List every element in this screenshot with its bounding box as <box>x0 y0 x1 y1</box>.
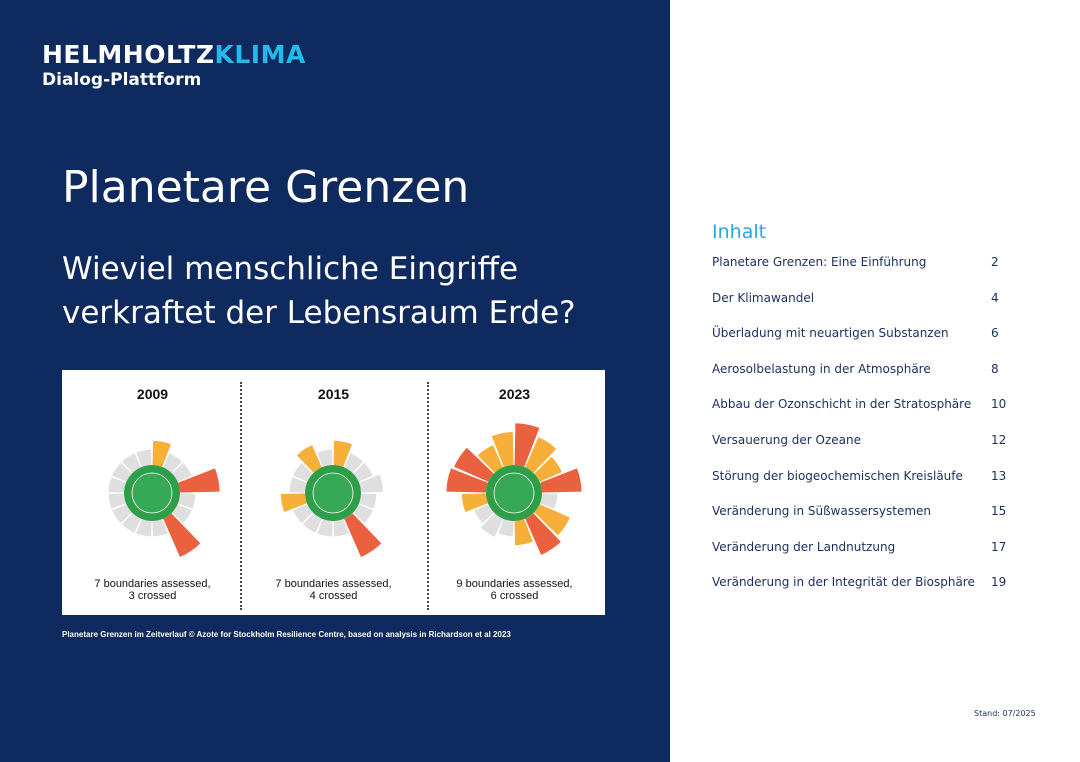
caption-line-1: 9 boundaries assessed, <box>456 578 573 590</box>
logo-word-klima: KLIMA <box>214 40 306 69</box>
toc-item-label: Versauerung der Ozeane <box>712 432 861 447</box>
toc-item-label: Aerosolbelastung in der Atmosphäre <box>712 361 931 376</box>
caption-line-1: 7 boundaries assessed, <box>94 578 211 590</box>
toc-item-page: 19 <box>991 575 1007 590</box>
toc-item[interactable] <box>712 467 1012 503</box>
toc-item-page: 13 <box>991 468 1007 483</box>
toc-item[interactable] <box>712 253 1012 289</box>
boundary-wheel-2023 <box>444 408 584 573</box>
table-of-contents <box>712 253 1012 609</box>
logo-subtitle: Dialog-Plattform <box>42 70 202 90</box>
toc-item[interactable] <box>712 324 1012 360</box>
panel-caption <box>243 578 424 602</box>
caption-line-1: 7 boundaries assessed, <box>275 578 392 590</box>
panel-year: 2015 <box>317 386 350 402</box>
toc-item-label: Veränderung in der Integrität der Biosphäre <box>712 575 975 590</box>
logo-word-helmholtz: HELMHOLTZ <box>42 40 215 69</box>
figure-panel-2009 <box>62 370 243 615</box>
toc-item-page: 2 <box>991 255 999 269</box>
toc-item-label: Planetare Grenzen: Eine Einführung <box>712 255 927 269</box>
toc-item-page: 12 <box>991 432 1007 447</box>
page-subtitle: Wieviel menschliche Eingriffe verkraftet der Lebensraum Erde? <box>62 251 576 331</box>
toc-item-page: 17 <box>991 539 1007 554</box>
boundary-wheel-2015 <box>263 408 403 573</box>
toc-item-label: Veränderung in Süßwassersystemen <box>712 504 932 519</box>
caption-line-2: 6 crossed <box>490 590 539 602</box>
panel-caption <box>424 578 605 602</box>
toc-item[interactable] <box>712 289 1012 325</box>
figure-panel-2023 <box>424 370 605 615</box>
planetary-boundaries-figure <box>62 370 605 615</box>
safe-core <box>313 473 353 513</box>
safe-core <box>494 473 534 513</box>
panel-year: 2009 <box>136 386 169 402</box>
toc-item-label: Abbau der Ozonschicht in der Stratosphäre <box>712 397 972 412</box>
toc-item-label: Störung der biogeochemischen Kreisläufe <box>712 468 963 483</box>
toc-item[interactable] <box>712 360 1012 396</box>
stand-date: Stand: 07/2025 <box>974 709 1036 718</box>
toc-heading: Inhalt <box>712 221 767 243</box>
toc-item-label: Überladung mit neuartigen Substanzen <box>712 326 949 341</box>
helmholtz-klima-logo[interactable] <box>42 40 306 69</box>
safe-core <box>132 473 172 513</box>
boundary-wheel-2009 <box>82 408 222 573</box>
toc-item[interactable] <box>712 502 1012 538</box>
panel-year: 2023 <box>498 386 531 402</box>
figure-panel-2015 <box>243 370 424 615</box>
caption-line-2: 3 crossed <box>128 590 177 602</box>
toc-item-page: 6 <box>991 326 999 341</box>
figure-credit: Planetare Grenzen im Zeitverlauf © Azote for Stockholm Resilience Centre, based on analysis in Richardson et al 2023 <box>62 630 511 639</box>
toc-item[interactable] <box>712 431 1012 467</box>
toc-item[interactable] <box>712 395 1012 431</box>
caption-line-2: 4 crossed <box>309 590 358 602</box>
toc-item[interactable] <box>712 573 1012 609</box>
toc-item-label: Veränderung der Landnutzung <box>712 539 896 554</box>
page-title: Planetare Grenzen <box>62 162 470 213</box>
toc-item-page: 4 <box>991 290 999 305</box>
toc-item-page: 15 <box>991 504 1007 519</box>
panel-divider <box>240 382 242 610</box>
panel-caption <box>62 578 243 602</box>
toc-item-page: 10 <box>991 397 1007 412</box>
toc-item-page: 8 <box>991 361 999 376</box>
toc-item[interactable] <box>712 538 1012 574</box>
toc-item-label: Der Klimawandel <box>712 290 815 305</box>
